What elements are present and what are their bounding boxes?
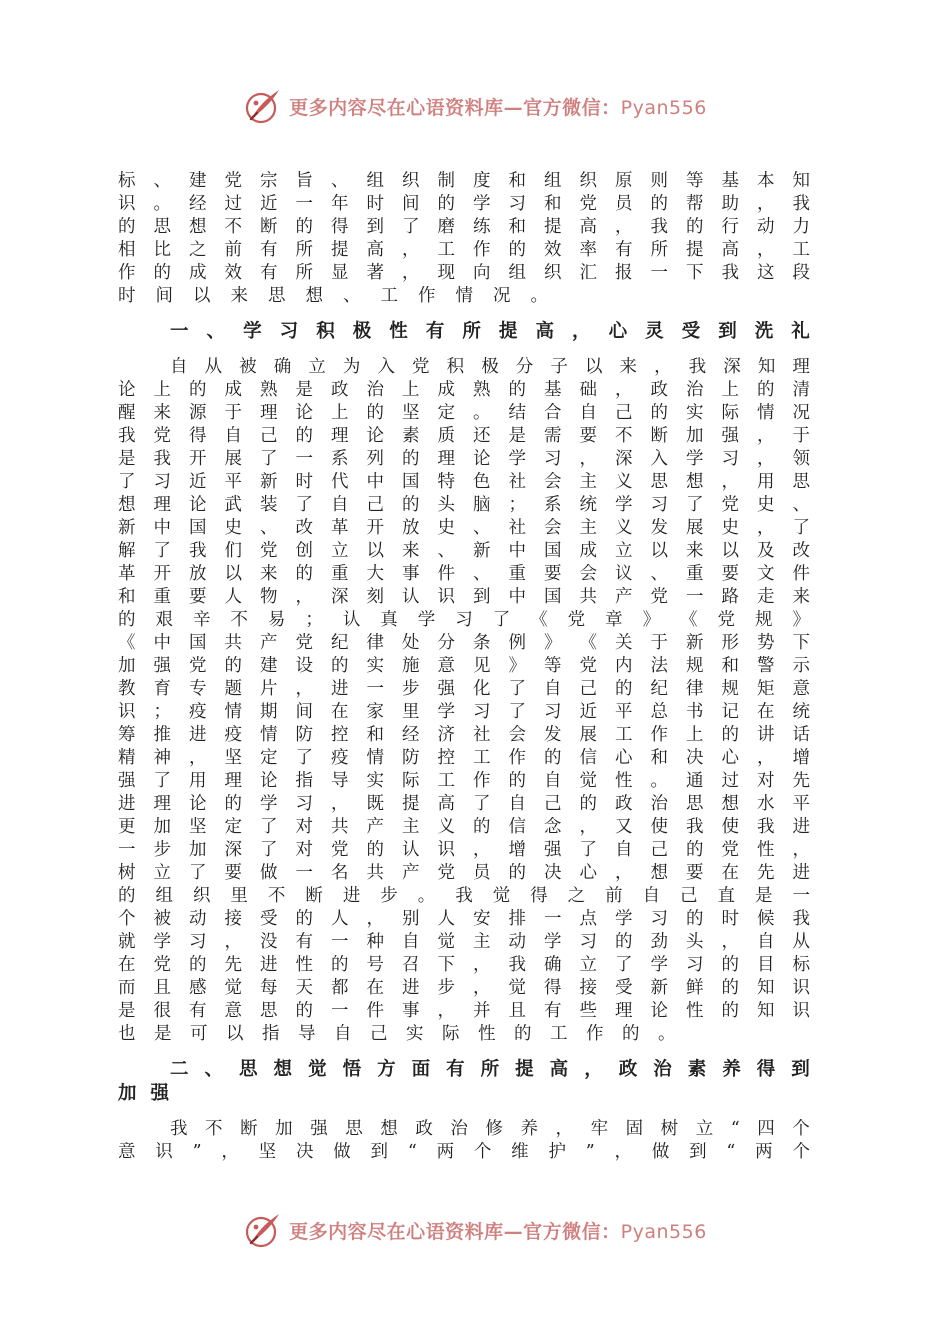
text-line: 新 中 国 史 、 改 革 开 放 史 、 社 会 主 义 发 展 史 ， 了 [118,518,810,538]
text-line: 而 且 感 觉 每 天 都 在 进 步 ， 觉 得 接 受 新 鲜 的 知 识 [118,978,810,998]
text-line: 就 学 习 ， 没 有 一 种 自 觉 主 动 学 习 的 劲 头 ， 自 从 [118,932,810,952]
section-1-paragraph [118,356,810,1046]
intro-paragraph [118,170,810,308]
text-line: 意 识 ” ， 坚 决 做 到 “ 两 个 维 护 ” ， 做 到 “ 两 个 [118,1142,810,1162]
document-body [118,170,810,1164]
quill-seal-icon [243,1210,283,1250]
text-line: 论 上 的 成 熟 是 政 治 上 成 熟 的 基 础 ， 政 治 上 的 清 [118,380,810,400]
text-line: 是 我 开 展 了 一 系 列 的 理 论 学 习 ， 深 入 学 习 ， 领 [118,449,810,469]
text-line: 标 、 建 党 宗 旨 、 组 织 制 度 和 组 织 原 则 等 基 本 知 [118,171,810,191]
banner-text: 更多内容尽在心语资料库—官方微信：Pyan556 [289,1220,707,1243]
text-line: 的 艰 辛 不 易 ； 认 真 学 习 了 《 党 章 》 《 党 规 》 [118,610,810,630]
text-line: 强 了 用 理 论 指 导 实 际 工 作 的 自 觉 性 。 通 过 对 先 [118,771,810,791]
text-line: 是 很 有 意 思 的 一 件 事 ， 并 且 有 些 理 论 性 的 知 识 [118,1001,810,1021]
text-line: 革 开 放 以 来 的 重 大 事 件 、 重 要 会 议 、 重 要 文 件 [118,564,810,584]
text-line: 个 被 动 接 受 的 人 ， 别 人 安 排 一 点 学 习 的 时 候 我 [118,909,810,929]
text-line: 更 加 坚 定 了 对 共 产 主 义 的 信 念 ， 又 使 我 使 我 进 [118,817,810,837]
header-watermark-banner [0,84,950,128]
text-line: 精 神 ， 坚 定 了 疫 情 防 控 工 作 的 信 心 和 决 心 ， 增 [118,748,810,768]
text-line: 进 理 论 的 学 习 ， 既 提 高 了 自 己 的 政 治 思 想 水 平 [118,794,810,814]
text-line: 筹 推 进 疫 情 防 控 和 经 济 社 会 发 展 工 作 上 的 讲 话 [118,725,810,745]
section-2-paragraph [118,1118,810,1164]
banner-text: 更多内容尽在心语资料库—官方微信：Pyan556 [289,96,707,119]
text-line: 醒 来 源 于 理 论 上 的 坚 定 。 结 合 自 己 的 实 际 情 况 [118,403,810,423]
text-line: 时 间 以 来 思 想 、 工 作 情 况 。 [118,286,548,306]
heading-2: 二 、 思 想 觉 悟 方 面 有 所 提 高 ， 政 治 素 养 得 到 [170,1059,810,1080]
heading-1: 一 、 学 习 积 极 性 有 所 提 高 ， 心 灵 受 到 洗 礼 [170,321,810,342]
text-line: 和 重 要 人 物 ， 深 刻 认 识 到 中 国 共 产 党 一 路 走 来 [118,587,810,607]
text-line: 教 育 专 题 片 ， 进 一 步 强 化 了 自 己 的 纪 律 规 矩 意 [118,679,810,699]
quill-seal-icon [243,86,283,126]
text-line: 自 从 被 确 立 为 入 党 积 极 分 子 以 来 ， 我 深 知 理 [170,357,810,377]
text-line: 解 了 我 们 党 创 立 以 来 、 新 中 国 成 立 以 来 以 及 改 [118,541,810,561]
text-line: 作 的 成 效 有 所 显 著 ， 现 向 组 织 汇 报 一 下 我 这 段 [118,263,810,283]
text-line: 加 强 党 的 建 设 的 实 施 意 见 》 等 党 内 法 规 和 警 示 [118,656,810,676]
text-line: 的 思 想 不 断 的 得 到 了 磨 练 和 提 高 ， 我 的 行 动 力 [118,217,810,237]
text-line: 了 习 近 平 新 时 代 中 国 特 色 社 会 主 义 思 想 ， 用 思 [118,472,810,492]
footer-watermark-banner [0,1208,950,1252]
text-line: 的 组 织 里 不 断 进 步 。 我 觉 得 之 前 自 己 直 是 一 [118,886,810,906]
text-line: 识 ； 疫 情 期 间 在 家 里 学 习 了 习 近 平 总 书 记 在 统 [118,702,810,722]
text-line: 也 是 可 以 指 导 自 己 实 际 性 的 工 作 的 。 [118,1024,676,1044]
text-line: 我 党 得 自 己 的 理 论 素 质 还 是 需 要 不 断 加 强 ， 于 [118,426,810,446]
heading-2-continued: 加 强 [118,1083,170,1104]
text-line: 在 党 的 先 进 性 的 号 召 下 ， 我 确 立 了 学 习 的 目 标 [118,955,810,975]
text-line: 《 中 国 共 产 党 纪 律 处 分 条 例 》 《 关 于 新 形 势 下 [118,633,810,653]
text-line: 一 步 加 深 了 对 党 的 认 识 ， 增 强 了 自 己 的 党 性 ， [118,840,810,860]
text-line: 相 比 之 前 有 所 提 高 ， 工 作 的 效 率 有 所 提 高 ， 工 [118,240,810,260]
text-line: 我 不 断 加 强 思 想 政 治 修 养 ， 牢 固 树 立 “ 四 个 [170,1119,810,1139]
text-line: 识 。 经 过 近 一 年 时 间 的 学 习 和 党 员 的 帮 助 ， 我 [118,194,810,214]
text-line: 树 立 了 要 做 一 名 共 产 党 员 的 决 心 ， 想 要 在 先 进 [118,863,810,883]
text-line: 想 理 论 武 装 了 自 己 的 头 脑 ； 系 统 学 习 了 党 史 、 [118,495,810,515]
